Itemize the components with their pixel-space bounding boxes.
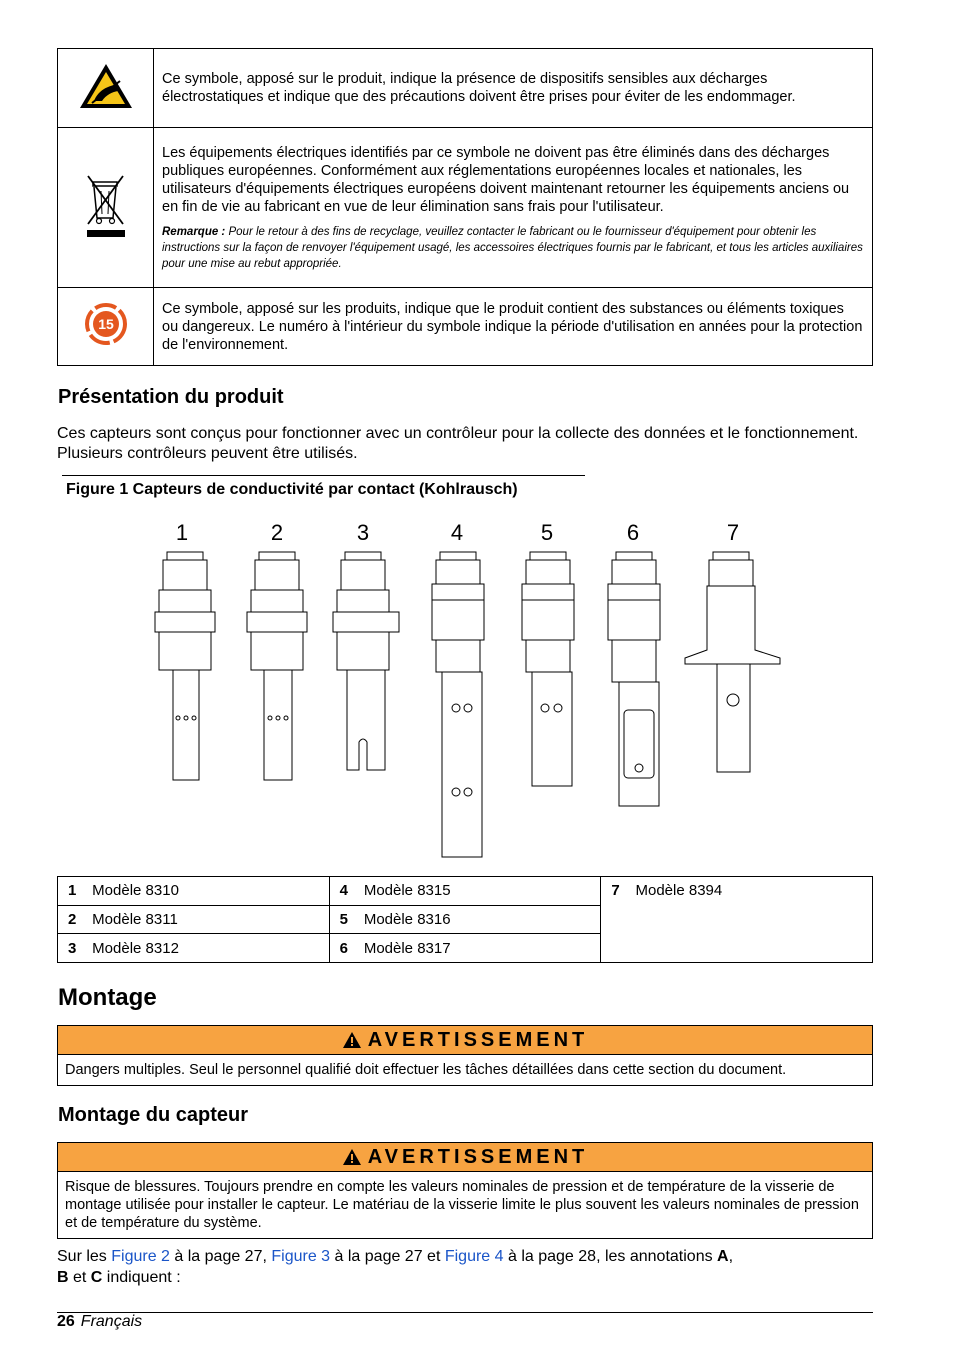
sensor-8310 — [155, 552, 215, 780]
legend-item: 1 Modèle 8310 — [58, 877, 330, 906]
figure-caption: Figure 1 Capteurs de conductivité par contact (Kohlrausch) — [66, 481, 518, 498]
warning-box-montage — [57, 1025, 873, 1086]
legend-item: 6 Modèle 8317 — [329, 934, 601, 963]
note-label: Remarque : — [162, 225, 226, 238]
reference-paragraph: Sur les Figure 2 à la page 27, Figure 3 à la page 27 et Figure 4 à la page 28, les annotations A, B et C indiquent : — [57, 1248, 734, 1286]
section-title-presentation: Présentation du produit — [58, 386, 284, 408]
warning-text: Risque de blessures. Toujours prendre en compte les valeurs nominales de pression et de température de la visserie de montage utilisée pour installer le capteur. Le matériau de la visserie limite le plus souvent les valeurs nominales de pression et de température du système. — [65, 1179, 859, 1231]
presentation-text: Ces capteurs sont conçus pour fonctionner avec un contrôleur pour la collecte des données et le fonctionnement. Plusieurs contrôleurs peuvent être utilisés. — [57, 425, 859, 462]
sensor-figure — [140, 510, 800, 870]
sensor-8312 — [333, 552, 399, 770]
sensor-8316 — [522, 552, 574, 786]
figure-legend — [57, 876, 873, 963]
figure-number-2: 2 — [270, 520, 284, 545]
warning-text: Dangers multiples. Seul le personnel qualifié doit effectuer les tâches détaillées dans cette section du document. — [65, 1062, 787, 1078]
link-figure-2[interactable]: Figure 2 — [111, 1248, 170, 1265]
efup-symbol-cell — [58, 288, 154, 366]
section-title-montage: Montage — [58, 984, 157, 1011]
weee-text: Les équipements électriques identifiés par ce symbole ne doivent pas être éliminés dans des décharges publiques européennes. Conformément aux réglementations européennes locales et nationales, les utilisateurs d'équipements électriques européens doivent maintenant retourner les équipements anciens ou en fin de vie au fabricant en vue de leur élimination sans frais pour l'utilisateur. — [162, 144, 850, 215]
figure-rule — [62, 475, 585, 476]
link-figure-4[interactable]: Figure 4 — [444, 1248, 504, 1265]
link-figure-3[interactable]: Figure 3 — [271, 1248, 331, 1265]
figure-number-1: 1 — [175, 520, 189, 545]
warning-box-capteur — [57, 1142, 873, 1239]
footer-language: Français — [80, 1313, 143, 1330]
figure-number-6: 6 — [626, 520, 640, 545]
warning-triangle-icon — [342, 1148, 362, 1166]
warning-triangle-icon — [342, 1031, 362, 1049]
sensor-8311 — [247, 552, 307, 780]
esd-warning-icon — [78, 61, 134, 111]
page-number: 26 — [57, 1313, 75, 1330]
sensor-8315 — [432, 552, 484, 857]
legend-item: 5 Modèle 8316 — [329, 905, 601, 934]
esd-description: Ce symbole, apposé sur le produit, indique la présence de dispositifs sensibles aux décharges électrostatiques et indique que des précautions doivent être prises pour éviter de les endommager. — [154, 49, 873, 128]
legend-item: 2 Modèle 8311 — [58, 905, 330, 934]
legend-item: 7 Modèle 8394 — [601, 877, 873, 963]
warning-header: AVERTISSEMENT — [58, 1143, 872, 1172]
weee-note — [162, 224, 864, 272]
esd-symbol-cell — [58, 49, 154, 128]
figure-number-7: 7 — [726, 520, 740, 545]
efup-description: Ce symbole, apposé sur les produits, indique que le produit contient des substances ou éléments toxiques ou dangereux. Le numéro à l'intérieur du symbole indique la période d'utilisation en années pour la protection de l'environnement. — [154, 288, 873, 366]
figure-number-3: 3 — [356, 520, 370, 545]
legend-item: 3 Modèle 8312 — [58, 934, 330, 963]
figure-number-4: 4 — [450, 520, 464, 545]
efup-number: 15 — [97, 316, 114, 332]
legend-item: 4 Modèle 8315 — [329, 877, 601, 906]
warning-header: AVERTISSEMENT — [58, 1026, 872, 1055]
note-text: Pour le retour à des fins de recyclage, veuillez contacter le fabricant ou le fournisseur d'équipement pour obtenir les instructions sur la façon de renvoyer l'équipement usagé, les accessoires électriques fournis par le fabricant, et tous les articles auxiliaires pour une mise au rebut appropriée. — [162, 225, 863, 270]
sensor-8317 — [608, 552, 660, 806]
weee-crossed-bin-icon — [83, 172, 129, 238]
page-footer — [57, 1313, 142, 1331]
footer-rule — [57, 1312, 873, 1313]
symbols-table — [57, 48, 873, 366]
weee-symbol-cell — [58, 128, 154, 288]
weee-description — [154, 128, 873, 288]
section-title-montage-capteur: Montage du capteur — [58, 1104, 249, 1126]
figure-number-5: 5 — [540, 520, 554, 545]
sensor-8394 — [685, 552, 780, 772]
efup-15-icon — [84, 302, 128, 346]
